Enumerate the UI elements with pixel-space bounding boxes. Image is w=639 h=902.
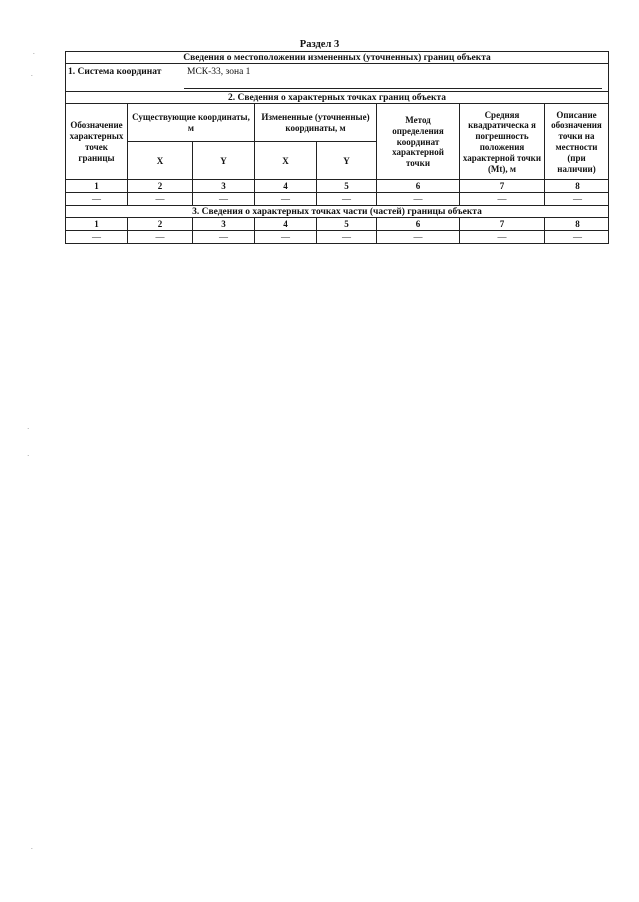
col-description: Описание обозначения точки на местности (при наличии) [551,109,602,174]
margin-mark: · [27,452,30,460]
cell-number: 7 [460,218,545,230]
section2-header [66,104,608,180]
col-existing-x: X [128,142,193,180]
page-title: Раздел 3 [299,39,340,50]
underline [184,88,602,89]
section2-value-row [66,193,608,206]
col-existing-y: Y [193,142,255,180]
cell-number: 2 [128,218,193,230]
col-existing-coords: Существующие координаты, м [128,104,255,142]
cell-number: 1 [66,218,128,230]
cell-number: 6 [377,218,460,230]
cell-number: 8 [575,180,580,191]
cell-value: — [255,193,317,205]
cell-value: — [317,193,377,205]
margin-mark: . [31,843,33,851]
col-changed-x: X [255,142,317,180]
cell-value: — [193,193,255,205]
margin-mark: . [31,70,33,78]
cell-value: — [128,231,193,243]
cell-value: — [317,231,377,243]
cell-value: — [460,193,545,205]
coordinate-system-value: МСК-33, зона 1 [187,67,251,77]
cell-number: 3 [193,218,255,230]
section3-value-row [66,231,608,243]
cell-number: 4 [255,180,317,192]
section3-title: 3. Сведения о характерных точках части (частей) границы объекта [66,206,608,218]
cell-value: — [460,231,545,243]
margin-mark: . [33,48,35,56]
coordinate-system-row [66,64,608,92]
cell-value: — [377,231,460,243]
col-changed-coords: Измененные (уточненные) координаты, м [255,104,377,142]
col-method: Метод определения координат характерной точки [377,104,460,180]
coordinate-system-label: 1. Система координат [68,67,162,77]
col-point-designation: Обозначение характерных точек границы [66,104,128,180]
section2-number-row [66,180,608,193]
cell-number: 3 [193,180,255,192]
cell-number: 8 [575,218,580,229]
col-error: Средняя квадратическа я погрешность положения характерной точки (Mt), м [460,104,545,180]
cell-number: 4 [255,218,317,230]
cell-value: — [573,193,582,204]
cell-value: — [255,231,317,243]
cell-value: — [193,231,255,243]
cell-value: — [377,193,460,205]
margin-mark: · [27,425,30,433]
cell-value: — [66,231,128,243]
cell-value: — [573,231,582,242]
section3-number-row [66,218,608,231]
document-table [65,51,609,244]
section-header: Сведения о местоположении измененных (уточненных) границ объекта [66,52,608,64]
cell-number: 6 [377,180,460,192]
cell-number: 7 [460,180,545,192]
cell-value: — [128,193,193,205]
cell-number: 5 [317,180,377,192]
section2-title: 2. Сведения о характерных точках границ объекта [66,92,608,104]
cell-number: 5 [317,218,377,230]
cell-number: 2 [128,180,193,192]
cell-number: 1 [66,180,128,192]
cell-value: — [66,193,128,205]
col-changed-y: Y [317,142,377,180]
